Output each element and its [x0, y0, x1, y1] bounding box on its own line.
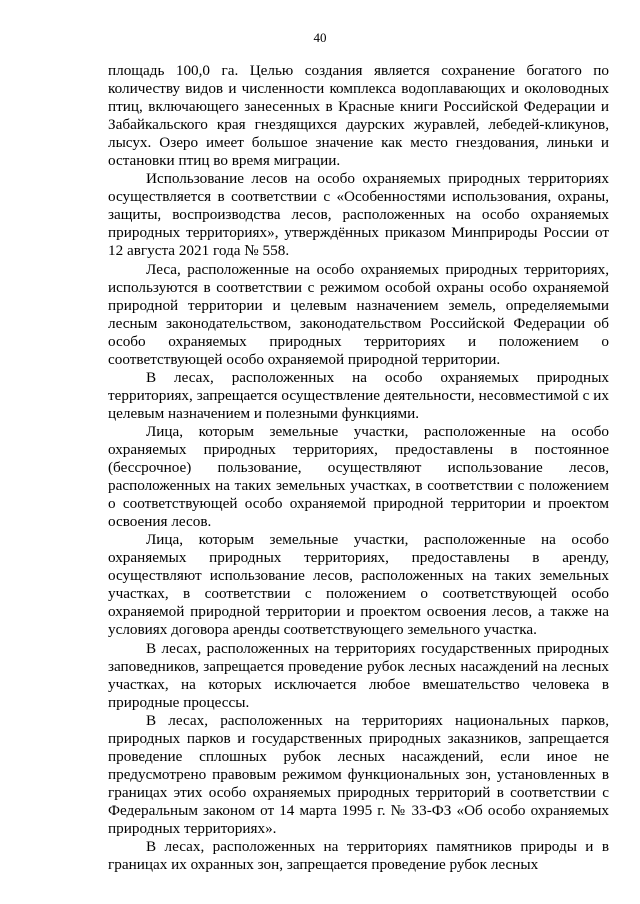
page-number: 40 [313, 30, 327, 45]
paragraph: Лица, которым земельные участки, расположенные на особо охраняемых природных территориях, предоставлены в аренду, осуществляют использование лесов, расположенных на таких земельных участках, в соответствии с положением о соответствующей особо охраняемой природной территории и проектом освоения лесов, а также на условиях договора аренды соответствующего земельного участка. [108, 531, 609, 639]
paragraph-truncated: В лесах, расположенных на территориях памятников природы и в границах их охранных зон, запрещается проведение рубок лесных [108, 838, 609, 874]
paragraph: Леса, расположенные на особо охраняемых природных территориях, используются в соответствии с режимом особой охраны особо охраняемой природной территории и целевым назначением земель, определяемыми лесным законодательством, законодательством Российской Федерации об особо охраняемых природных территориях и положением о соответствующей особо охраняемой природной территории. [108, 260, 609, 368]
paragraph-continued: площадь 100,0 га. Целью создания является сохранение богатого по количеству видов и численности комплекса водоплавающих и околоводных птиц, включающего занесенных в Красные книги Российской Федерации и Забайкальского края гнездящихся даурских журавлей, лебедей-кликунов, лысух. Озеро имеет большое значение как место гнездования, линьки и остановки птиц во время миграции. [108, 62, 609, 170]
paragraph: Лица, которым земельные участки, расположенные на особо охраняемых природных территориях, предоставлены в постоянное (бессрочное) пользование, осуществляют использование лесов, расположенных на таких земельных участках, в соответствии с положением о соответствующей особо охраняемой природной территории и проектом освоения лесов. [108, 422, 609, 531]
paragraph: В лесах, расположенных на территориях государственных природных заповедников, запрещается проведение рубок лесных насаждений на лесных участках, на которых исключается любое вмешательство человека в природные процессы. [108, 639, 609, 711]
paragraph: В лесах, расположенных на территориях национальных парков, природных парков и государственных природных заказников, запрещается проведение сплошных рубок лесных насаждений, если иное не предусмотрено правовым режимом функциональных зон, установленных в границах этих особо охраняемых природных территорий в соответствии с Федеральным законом от 14 марта 1995 г. № 33-ФЗ «Об особо охраняемых природных территориях». [108, 711, 609, 837]
document-body [108, 62, 609, 874]
paragraph: Использование лесов на особо охраняемых природных территориях осуществляется в соответствии с «Особенностями использования, охраны, защиты, воспроизводства лесов, расположенных на особо охраняемых природных территориях», утверждённых приказом Минприроды России от 12 августа 2021 года № 558. [108, 170, 609, 260]
paragraph: В лесах, расположенных на особо охраняемых природных территориях, запрещается осуществление деятельности, несовместимой с их целевым назначением и полезными функциями. [108, 368, 609, 422]
